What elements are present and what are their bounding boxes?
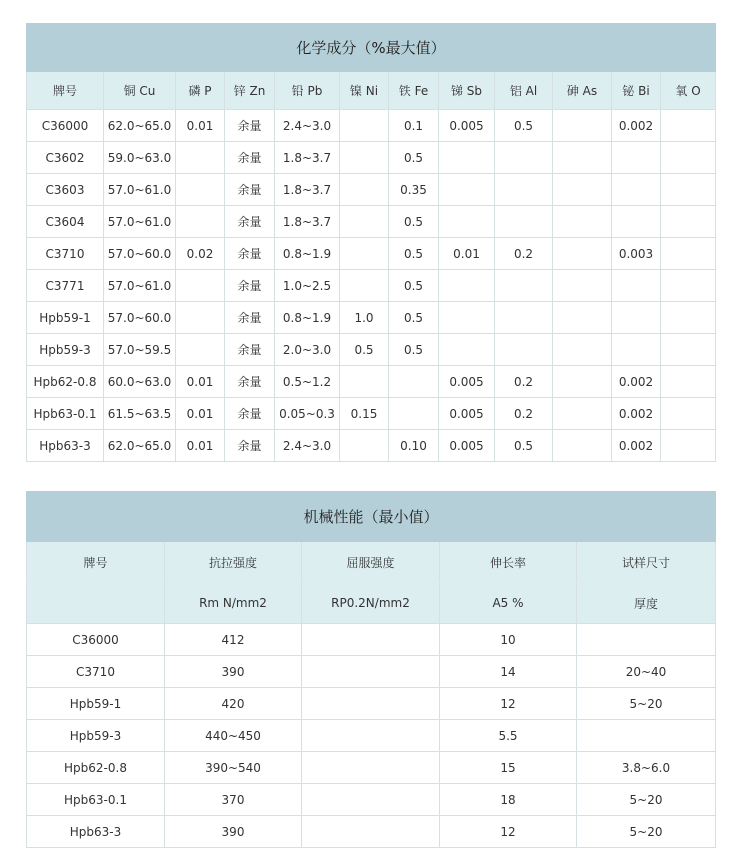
table-cell: 余量 bbox=[225, 366, 275, 398]
table-cell bbox=[340, 174, 389, 206]
grade-cell: Hpb59-1 bbox=[27, 302, 104, 334]
table-cell: 0.2 bbox=[495, 366, 553, 398]
column-header: 伸长率 bbox=[440, 542, 577, 583]
table-cell: 2.4~3.0 bbox=[275, 430, 340, 462]
table-cell bbox=[302, 816, 440, 848]
table-cell bbox=[302, 720, 440, 752]
table-cell: 0.5 bbox=[340, 334, 389, 366]
table-cell: 0.02 bbox=[176, 238, 225, 270]
table-cell bbox=[553, 302, 612, 334]
table-cell: 1.8~3.7 bbox=[275, 142, 340, 174]
column-unit: RP0.2N/mm2 bbox=[302, 583, 440, 624]
table-cell: 390 bbox=[165, 656, 302, 688]
table-cell: 余量 bbox=[225, 302, 275, 334]
table-row bbox=[27, 752, 716, 784]
table-cell bbox=[661, 270, 716, 302]
table-cell bbox=[302, 752, 440, 784]
table-row bbox=[27, 174, 716, 206]
table-cell bbox=[495, 270, 553, 302]
table-cell: 5~20 bbox=[577, 816, 716, 848]
column-unit: A5 % bbox=[440, 583, 577, 624]
table-cell: 余量 bbox=[225, 142, 275, 174]
column-header: 磷 P bbox=[176, 72, 225, 110]
table-cell: 412 bbox=[165, 624, 302, 656]
table-cell bbox=[176, 206, 225, 238]
column-header: 氧 O bbox=[661, 72, 716, 110]
table-cell bbox=[612, 302, 661, 334]
table-row bbox=[27, 688, 716, 720]
table-cell: 57.0~61.0 bbox=[104, 270, 176, 302]
table-cell bbox=[553, 206, 612, 238]
table-cell: 0.35 bbox=[389, 174, 439, 206]
grade-cell: Hpb63-0.1 bbox=[27, 784, 165, 816]
table-cell bbox=[553, 174, 612, 206]
table-cell bbox=[389, 398, 439, 430]
table-cell: 余量 bbox=[225, 270, 275, 302]
table-cell: 0.5 bbox=[495, 110, 553, 142]
grade-cell: C3604 bbox=[27, 206, 104, 238]
column-unit: Rm N/mm2 bbox=[165, 583, 302, 624]
table-row bbox=[27, 784, 716, 816]
table-cell: 0.5 bbox=[495, 430, 553, 462]
table-row bbox=[27, 430, 716, 462]
column-header: 铜 Cu bbox=[104, 72, 176, 110]
table-cell: 1.8~3.7 bbox=[275, 174, 340, 206]
table-cell bbox=[340, 238, 389, 270]
table-cell bbox=[577, 624, 716, 656]
table-cell bbox=[553, 270, 612, 302]
table-cell bbox=[439, 270, 495, 302]
table-cell: 余量 bbox=[225, 110, 275, 142]
table-cell: 0.5 bbox=[389, 302, 439, 334]
column-unit: 厚度 bbox=[577, 583, 716, 624]
table-cell: 390 bbox=[165, 816, 302, 848]
grade-cell: Hpb62-0.8 bbox=[27, 752, 165, 784]
column-unit bbox=[27, 583, 165, 624]
table-cell: 57.0~60.0 bbox=[104, 302, 176, 334]
column-header: 砷 As bbox=[553, 72, 612, 110]
table-cell bbox=[612, 206, 661, 238]
table-cell bbox=[439, 206, 495, 238]
table-cell bbox=[612, 174, 661, 206]
table-cell bbox=[553, 110, 612, 142]
table-cell bbox=[661, 302, 716, 334]
table-cell: 0.10 bbox=[389, 430, 439, 462]
table-cell: 5~20 bbox=[577, 688, 716, 720]
column-header: 试样尺寸 bbox=[577, 542, 716, 583]
column-header: 铝 Al bbox=[495, 72, 553, 110]
grade-cell: C3710 bbox=[27, 656, 165, 688]
table-cell bbox=[389, 366, 439, 398]
table-cell: 12 bbox=[440, 688, 577, 720]
table-cell bbox=[612, 334, 661, 366]
table-cell: 10 bbox=[440, 624, 577, 656]
table-cell: 0.5 bbox=[389, 270, 439, 302]
table-cell bbox=[495, 302, 553, 334]
table-cell bbox=[176, 334, 225, 366]
table-cell: 1.0 bbox=[340, 302, 389, 334]
table-cell bbox=[439, 142, 495, 174]
table-cell: 0.005 bbox=[439, 398, 495, 430]
table-cell bbox=[340, 110, 389, 142]
table-row bbox=[27, 302, 716, 334]
table-cell: 0.005 bbox=[439, 366, 495, 398]
table-cell bbox=[661, 334, 716, 366]
table-cell bbox=[553, 334, 612, 366]
table-cell bbox=[553, 142, 612, 174]
column-header: 铋 Bi bbox=[612, 72, 661, 110]
chemical-composition-table bbox=[26, 23, 716, 462]
table-cell: 2.4~3.0 bbox=[275, 110, 340, 142]
table-row bbox=[27, 816, 716, 848]
table-cell bbox=[661, 398, 716, 430]
grade-cell: Hpb63-0.1 bbox=[27, 398, 104, 430]
table-row bbox=[27, 398, 716, 430]
table-cell bbox=[661, 238, 716, 270]
table-cell: 0.8~1.9 bbox=[275, 238, 340, 270]
table-cell bbox=[340, 430, 389, 462]
table-cell: 0.01 bbox=[176, 366, 225, 398]
table-cell: 0.2 bbox=[495, 238, 553, 270]
table-cell bbox=[661, 142, 716, 174]
table-cell: 0.5~1.2 bbox=[275, 366, 340, 398]
table-cell bbox=[340, 206, 389, 238]
table-cell bbox=[439, 302, 495, 334]
table-cell: 440~450 bbox=[165, 720, 302, 752]
grade-cell: C3771 bbox=[27, 270, 104, 302]
table-cell bbox=[439, 174, 495, 206]
table-cell: 0.002 bbox=[612, 110, 661, 142]
column-header: 抗拉强度 bbox=[165, 542, 302, 583]
table-cell bbox=[577, 720, 716, 752]
table-cell: 0.01 bbox=[176, 110, 225, 142]
table-cell bbox=[612, 270, 661, 302]
table-cell: 62.0~65.0 bbox=[104, 430, 176, 462]
mechanical-header-row bbox=[27, 542, 716, 583]
table-cell: 1.8~3.7 bbox=[275, 206, 340, 238]
column-header: 牌号 bbox=[27, 72, 104, 110]
table-cell: 60.0~63.0 bbox=[104, 366, 176, 398]
table-cell: 12 bbox=[440, 816, 577, 848]
table-row bbox=[27, 270, 716, 302]
mechanical-unit-row bbox=[27, 583, 716, 624]
table-row bbox=[27, 238, 716, 270]
grade-cell: Hpb63-3 bbox=[27, 816, 165, 848]
table-cell bbox=[661, 110, 716, 142]
table-cell bbox=[661, 366, 716, 398]
table-cell: 0.15 bbox=[340, 398, 389, 430]
table-row bbox=[27, 142, 716, 174]
column-header: 锌 Zn bbox=[225, 72, 275, 110]
table-cell: 0.8~1.9 bbox=[275, 302, 340, 334]
table-row bbox=[27, 206, 716, 238]
grade-cell: Hpb63-3 bbox=[27, 430, 104, 462]
table-cell bbox=[302, 624, 440, 656]
table-cell bbox=[553, 238, 612, 270]
table-cell: 5~20 bbox=[577, 784, 716, 816]
table-cell bbox=[661, 430, 716, 462]
table-cell: 14 bbox=[440, 656, 577, 688]
table-cell bbox=[340, 366, 389, 398]
column-header: 铁 Fe bbox=[389, 72, 439, 110]
mechanical-title: 机械性能（最小值） bbox=[27, 492, 716, 542]
table-cell bbox=[302, 688, 440, 720]
grade-cell: Hpb62-0.8 bbox=[27, 366, 104, 398]
table-row bbox=[27, 656, 716, 688]
table-cell bbox=[439, 334, 495, 366]
grade-cell: Hpb59-3 bbox=[27, 334, 104, 366]
table-cell bbox=[176, 174, 225, 206]
table-cell: 15 bbox=[440, 752, 577, 784]
table-cell bbox=[302, 784, 440, 816]
table-row bbox=[27, 366, 716, 398]
column-header: 铅 Pb bbox=[275, 72, 340, 110]
mechanical-properties-table bbox=[26, 491, 716, 848]
table-cell: 61.5~63.5 bbox=[104, 398, 176, 430]
grade-cell: C3710 bbox=[27, 238, 104, 270]
table-row bbox=[27, 720, 716, 752]
table-cell: 0.005 bbox=[439, 110, 495, 142]
table-cell: 0.002 bbox=[612, 430, 661, 462]
table-cell bbox=[340, 142, 389, 174]
table-cell: 0.5 bbox=[389, 142, 439, 174]
table-cell: 1.0~2.5 bbox=[275, 270, 340, 302]
table-cell: 20~40 bbox=[577, 656, 716, 688]
table-cell: 0.005 bbox=[439, 430, 495, 462]
table-cell: 2.0~3.0 bbox=[275, 334, 340, 366]
table-row bbox=[27, 110, 716, 142]
table-cell: 余量 bbox=[225, 238, 275, 270]
table-cell bbox=[495, 206, 553, 238]
table-cell: 0.5 bbox=[389, 206, 439, 238]
table-cell: 余量 bbox=[225, 174, 275, 206]
table-cell bbox=[495, 142, 553, 174]
column-header: 牌号 bbox=[27, 542, 165, 583]
table-cell: 0.003 bbox=[612, 238, 661, 270]
table-cell: 18 bbox=[440, 784, 577, 816]
table-cell: 420 bbox=[165, 688, 302, 720]
table-cell: 0.1 bbox=[389, 110, 439, 142]
table-row bbox=[27, 624, 716, 656]
table-cell bbox=[176, 302, 225, 334]
table-cell: 0.002 bbox=[612, 366, 661, 398]
table-cell bbox=[661, 206, 716, 238]
grade-cell: Hpb59-1 bbox=[27, 688, 165, 720]
table-cell: 57.0~61.0 bbox=[104, 206, 176, 238]
grade-cell: C3603 bbox=[27, 174, 104, 206]
table-cell: 5.5 bbox=[440, 720, 577, 752]
table-cell bbox=[553, 398, 612, 430]
table-cell bbox=[553, 430, 612, 462]
table-cell: 57.0~60.0 bbox=[104, 238, 176, 270]
column-header: 锑 Sb bbox=[439, 72, 495, 110]
table-cell: 57.0~59.5 bbox=[104, 334, 176, 366]
table-cell bbox=[495, 174, 553, 206]
composition-header-row bbox=[27, 72, 716, 110]
table-cell bbox=[612, 142, 661, 174]
table-cell: 余量 bbox=[225, 334, 275, 366]
table-cell bbox=[176, 142, 225, 174]
table-cell: 0.2 bbox=[495, 398, 553, 430]
table-cell: 余量 bbox=[225, 430, 275, 462]
table-cell bbox=[302, 656, 440, 688]
column-header: 镍 Ni bbox=[340, 72, 389, 110]
table-cell bbox=[495, 334, 553, 366]
table-cell: 0.002 bbox=[612, 398, 661, 430]
table-row bbox=[27, 334, 716, 366]
grade-cell: Hpb59-3 bbox=[27, 720, 165, 752]
table-cell: 62.0~65.0 bbox=[104, 110, 176, 142]
table-cell: 370 bbox=[165, 784, 302, 816]
table-cell: 0.5 bbox=[389, 334, 439, 366]
table-cell: 余量 bbox=[225, 206, 275, 238]
table-cell: 0.01 bbox=[439, 238, 495, 270]
table-cell: 0.01 bbox=[176, 430, 225, 462]
table-cell: 0.5 bbox=[389, 238, 439, 270]
table-cell bbox=[176, 270, 225, 302]
table-cell bbox=[553, 366, 612, 398]
grade-cell: C36000 bbox=[27, 624, 165, 656]
table-cell: 0.01 bbox=[176, 398, 225, 430]
table-cell: 390~540 bbox=[165, 752, 302, 784]
column-header: 屈服强度 bbox=[302, 542, 440, 583]
table-cell: 余量 bbox=[225, 398, 275, 430]
grade-cell: C36000 bbox=[27, 110, 104, 142]
composition-title: 化学成分（%最大值） bbox=[27, 24, 716, 72]
table-cell: 59.0~63.0 bbox=[104, 142, 176, 174]
table-cell bbox=[661, 174, 716, 206]
table-cell bbox=[340, 270, 389, 302]
table-cell: 57.0~61.0 bbox=[104, 174, 176, 206]
table-cell: 3.8~6.0 bbox=[577, 752, 716, 784]
table-cell: 0.05~0.3 bbox=[275, 398, 340, 430]
grade-cell: C3602 bbox=[27, 142, 104, 174]
